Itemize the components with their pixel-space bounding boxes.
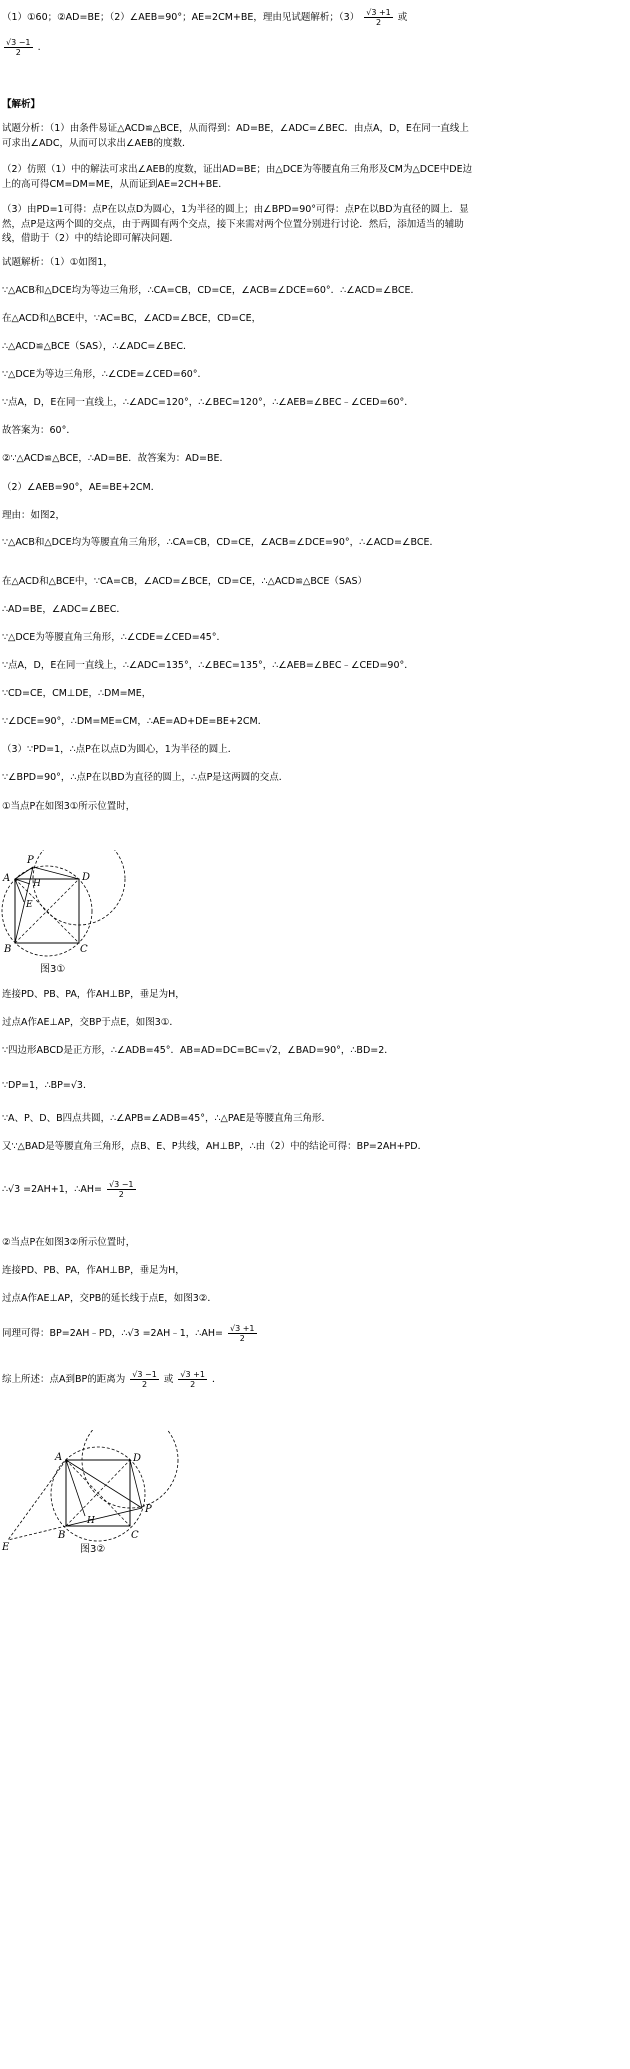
solution-line: ∵△ACB和△DCE均为等边三角形，∴CA=CB，CD=CE，∠ACB=∠DCE=60°．∴∠ACD=∠BCE． [2,285,420,296]
ah-fraction-1 [107,1180,136,1199]
figure-3-1-diagram [0,850,140,980]
fraction-numerator: √3 −1 [132,1370,157,1379]
conclusion-fraction-2 [178,1370,207,1389]
solution-line: 连接PD、PB、PA，作AH⊥BP，垂足为H， [2,989,185,1000]
fraction-denominator: 2 [15,48,21,58]
fraction-denominator: 2 [239,1334,245,1344]
figure-3-2 [0,1430,200,1570]
answer-text: （1）①60；②AD=BE；（2）∠AEB=90°；AE=2CM+BE，理由见试题解析；（3） [2,12,360,24]
solution-line: ∴△ACD≌△BCE（SAS），∴∠ADC=∠BEC． [2,341,193,352]
solution-line: ∵CD=CE，CM⊥DE，∴DM=ME， [2,688,152,699]
segment-ah [66,1460,85,1516]
answer-fraction-1 [364,8,393,27]
solution-line: ∵点A，D，E在同一直线上，∴∠ADC=120°，∴∠BEC=120°，∴∠AEB=∠BEC﹣∠CED=60°． [2,397,414,408]
solution-text: ∴√3 =2AH+1，∴AH= [2,1184,102,1196]
solution-line: ②∵△ACD≌△BCE，∴AD=BE．故答案为：AD=BE． [2,453,230,464]
solution-line: ①当点P在如图3①所示位置时， [2,801,136,812]
solution-line: ②当点P在如图3②所示位置时， [2,1237,136,1248]
answer-line [2,8,476,27]
analysis-paragraph-1: 试题分析：（1）由条件易证△ACD≌△BCE，从而得到：AD=BE，∠ADC=∠BEC．由点A，D，E在同一直线上可求出∠ADC，从而可以求出∠AEB的度数． [2,123,469,149]
solution-line: ∵DP=1，∴BP=√3． [2,1080,93,1091]
solution-line: 过点A作AE⊥AP，交PB的延长线于点E，如图3②． [2,1293,217,1304]
solution-line: ∵点A，D，E在同一直线上，∴∠ADC=135°，∴∠BEC=135°，∴∠AEB=∠BEC﹣∠CED=90°． [2,660,414,671]
solution-line: ∵∠DCE=90°，∴DM=ME=CM，∴AE=AD+DE=BE+2CM． [2,716,268,727]
segment-pb [66,1508,142,1526]
solution-line: 在△ACD和△BCE中，∵AC=BC，∠ACD=∠BCE，CD=CE， [2,313,262,324]
fraction-numerator: √3 +1 [366,8,391,17]
fraction-denominator: 2 [375,18,382,28]
solution-line: 连接PD、PB、PA，作AH⊥BP，垂足为H， [2,1265,185,1276]
label-d: D [82,872,91,883]
label-a: A [3,873,11,884]
solution-line: 理由：如图2， [2,510,66,521]
label-e: E [26,900,33,910]
analysis-paragraph-2: （2）仿照（1）中的解法可求出∠AEB的度数，证出AD=BE；由△DCE为等腰直角三角形及CM为△DCE中DE边上的高可得CM=DM=ME，从而证到AE=2CH+BE． [2,164,473,190]
solution-line: ∵∠BPD=90°，∴点P在以BD为直径的圆上，∴点P是这两圆的交点． [2,772,289,783]
ah-fraction-2 [228,1324,257,1343]
label-b: B [4,944,12,955]
conclusion-line: 综上所述：点A到BP的距离为 $\frac{√3 -1}{2}$ 或 $\frac{√3 +1}{2}$ ． [2,1370,222,1390]
conclusion-or: 或 [163,1374,174,1386]
fraction-denominator: 2 [118,1190,124,1200]
conclusion-fraction-1 [130,1370,159,1389]
segment-ae [15,879,24,902]
fraction-numerator: √3 −1 [6,38,31,47]
answer-fraction-2 [4,38,33,57]
label-h: H [33,879,41,889]
solution-line: ∵四边形ABCD是正方形，∴∠ADB=45°．AB=AD=DC=BC=√2，∠BAD=90°，∴BD=2． [2,1045,394,1056]
solution-line: 在△ACD和△BCE中，∵CA=CB，∠ACD=∠BCE，CD=CE，∴△ACD≌△BCE（SAS） [2,576,368,587]
label-p: P [145,1504,152,1515]
segment-ae [8,1460,66,1540]
answer-period: . [37,42,41,54]
solution-line: ∵△DCE为等腰直角三角形，∴∠CDE=∠CED=45°． [2,632,227,643]
solution-line-fraction [2,1180,476,1199]
solution-line: （2）∠AEB=90°，AE=BE+2CM． [2,482,161,493]
label-e: E [2,1542,10,1553]
answer-line-2 [2,38,476,57]
fraction-denominator: 2 [142,1380,148,1390]
solution-line: ∴AD=BE，∠ADC=∠BEC． [2,604,126,615]
solution-line: 过点A作AE⊥AP，交BP于点E，如图3①． [2,1017,179,1028]
solution-line: ∵△ACB和△DCE均为等腰直角三角形，∴CA=CB，CD=CE，∠ACB=∠DCE=90°，∴∠ACD=∠BCE． [2,537,439,548]
figure-3-2-caption: 图3② [80,1544,106,1555]
solution-line: ∵△DCE为等边三角形，∴∠CDE=∠CED=60°． [2,369,208,380]
fraction-numerator: √3 +1 [180,1370,205,1379]
analysis-paragraph-3: （3）由PD=1可得：点P在以点D为圆心，1为半径的圆上；由∠BPD=90°可得：点P在以BD为直径的圆上．显然，点P是这两个圆的交点，由于两圆有两个交点，接下来需对两个位置分别进行讨论．然后，添加适当的辅助线，借助于（2）中的结论即可解决问题． [2,204,469,245]
segment-ah [15,879,30,884]
segment-pd [33,867,79,879]
solution-line: ∵A、P、D、B四点共圆，∴∠APB=∠ADB=45°，∴△PAE是等腰直角三角形． [2,1113,331,1124]
solution-line: 又∵△BAD是等腰直角三角形，点B、E、P共线，AH⊥BP，∴由（2）中的结论可得：BP=2AH+PD． [2,1141,428,1152]
solution-text: 同理可得：BP=2AH﹣PD，∴√3 =2AH﹣1，∴AH= [2,1328,223,1340]
fraction-numerator: √3 +1 [229,1324,255,1333]
solution-line: 故答案为：60°． [2,425,76,436]
label-p: P [27,855,34,866]
fraction-denominator: 2 [190,1380,196,1390]
answer-or: 或 [397,12,408,24]
fraction-numerator: √3 −1 [109,1180,134,1189]
label-c: C [80,944,88,955]
label-b: B [58,1530,66,1541]
analysis-heading: 【解析】 [2,99,41,110]
solution-line: （3）∵PD=1，∴点P在以点D为圆心，1为半径的圆上． [2,744,238,755]
segment-pd [130,1460,142,1508]
label-h: H [87,1516,95,1526]
label-d: D [133,1453,142,1464]
solution-line: 试题解析：（1）①如图1， [2,257,113,268]
label-a: A [55,1452,63,1463]
solution-text: 综上所述：点A到BP的距离为 [2,1374,126,1386]
figure-3-1 [0,850,140,980]
diagonal-ac [66,1460,130,1526]
figure-3-1-caption: 图3① [40,964,66,975]
label-c: C [131,1530,139,1541]
solution-line-fraction [2,1324,476,1343]
